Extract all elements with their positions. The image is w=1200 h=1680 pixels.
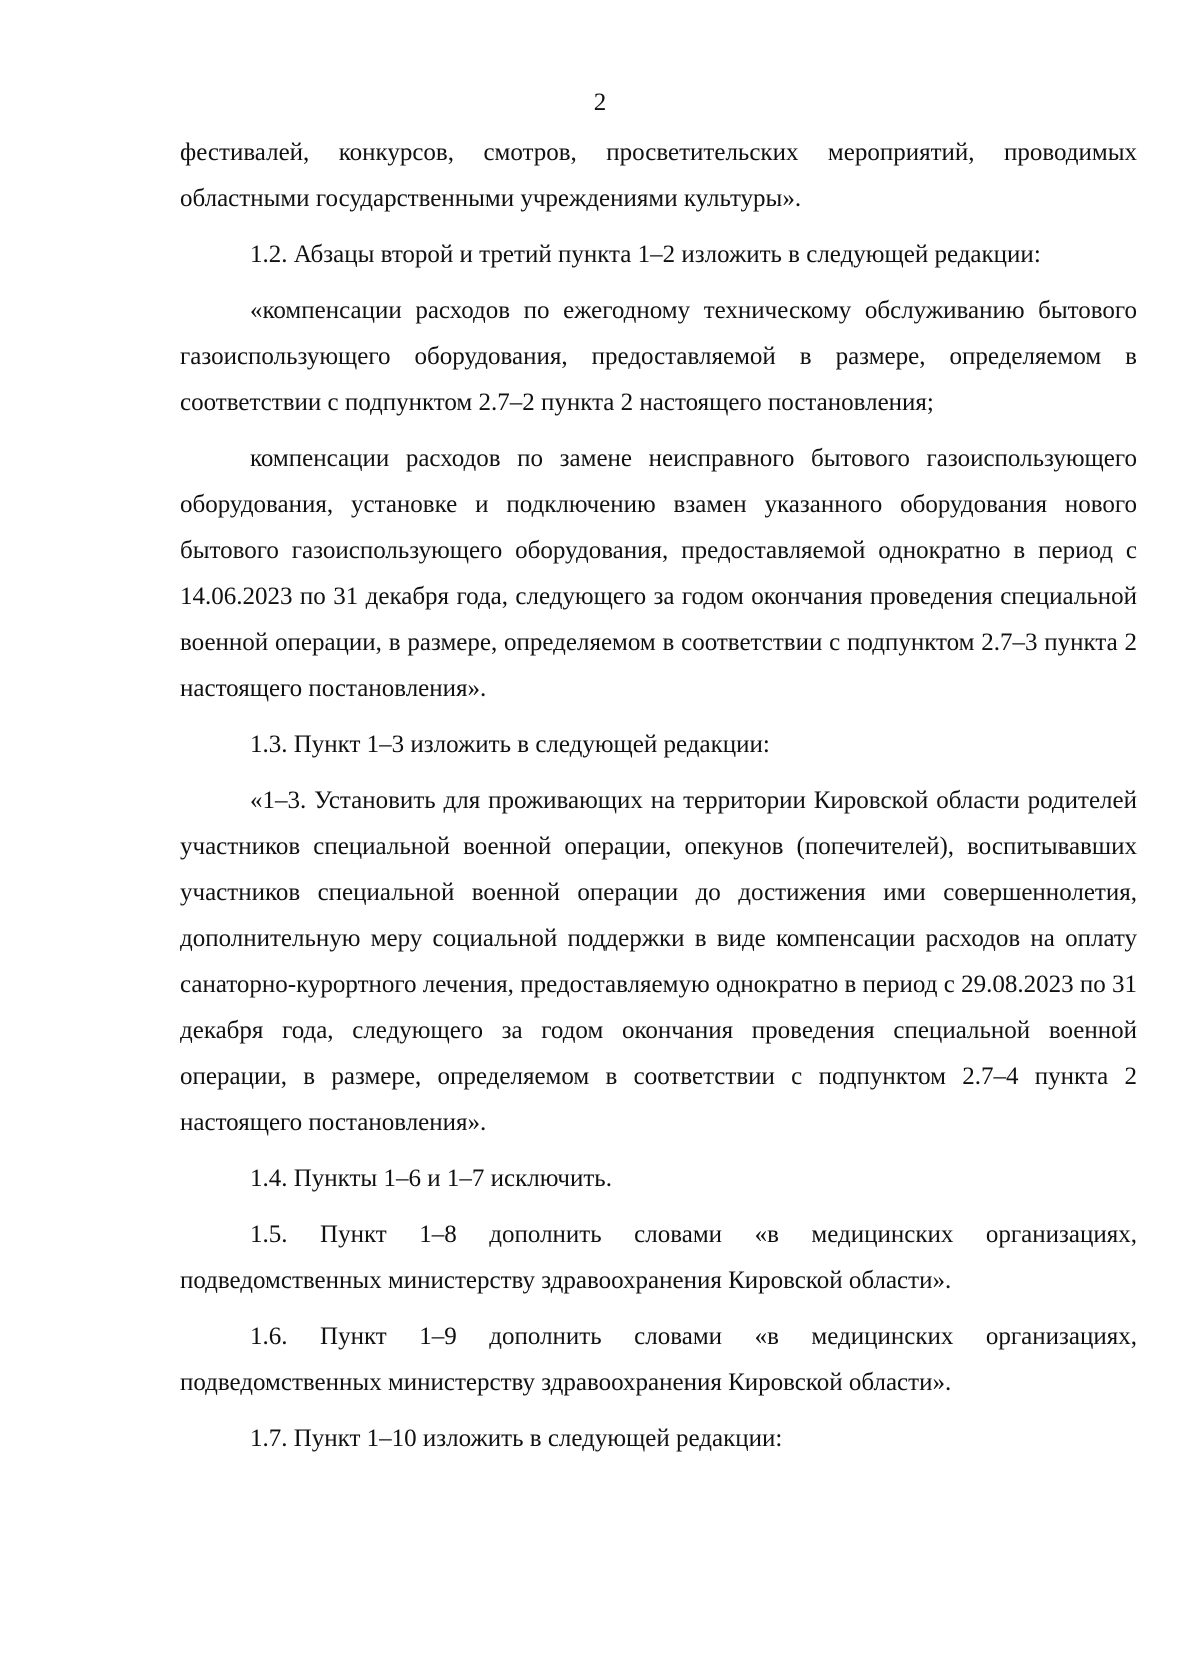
paragraph-1-7: 1.7. Пункт 1–10 изложить в следующей редакции: bbox=[250, 1425, 783, 1452]
paragraph-1-2: 1.2. Абзацы второй и третий пункта 1–2 изложить в следующей редакции: bbox=[250, 241, 1041, 268]
document-body bbox=[180, 130, 1137, 1472]
paragraph-compensation-replacement: компенсации расходов по замене неисправного бытового газоиспользующего оборудования, установке и подключению взамен указанного оборудования нового бытового газоиспользующего оборудования, предоставляемой однократно в период с 14.06.2023 по 31 декабря года, следующего за годом окончания проведения специальной военной операции, в размере, определяемом в соответствии с подпунктом 2.7–3 пункта 2 настоящего постановления». bbox=[180, 445, 1137, 702]
paragraph-continuation: фестивалей, конкурсов, смотров, просветительских мероприятий, проводимых областными государственными учреждениями культуры». bbox=[180, 139, 1137, 212]
paragraph-1-4: 1.4. Пункты 1–6 и 1–7 исключить. bbox=[250, 1165, 612, 1192]
paragraph-1-3: 1.3. Пункт 1–3 изложить в следующей редакции: bbox=[250, 731, 770, 758]
paragraph-quote-compensation-maintenance: «компенсации расходов по ежегодному техническому обслуживанию бытового газоиспользующего оборудования, предоставляемой в размере, определяемом в соответствии с подпунктом 2.7–2 пункта 2 настоящего постановления; bbox=[180, 297, 1137, 416]
paragraph-1-5: 1.5. Пункт 1–8 дополнить словами «в медицинских организациях, подведомственных министерству здравоохранения Кировской области». bbox=[180, 1221, 1137, 1294]
paragraph-1-6: 1.6. Пункт 1–9 дополнить словами «в медицинских организациях, подведомственных министерству здравоохранения Кировской области». bbox=[180, 1323, 1137, 1396]
page-number: 2 bbox=[593, 89, 607, 116]
paragraph-quote-1-3: «1–3. Установить для проживающих на территории Кировской области родителей участников специальной военной операции, опекунов (попечителей), воспитывавших участников специальной военной операции до достижения ими совершеннолетия, дополнительную меру социальной поддержки в виде компенсации расходов на оплату санаторно-курортного лечения, предоставляемую однократно в период с 29.08.2023 по 31 декабря года, следующего за годом окончания проведения специальной военной операции, в размере, определяемом в соответствии с подпунктом 2.7–4 пункта 2 настоящего постановления». bbox=[180, 787, 1137, 1136]
